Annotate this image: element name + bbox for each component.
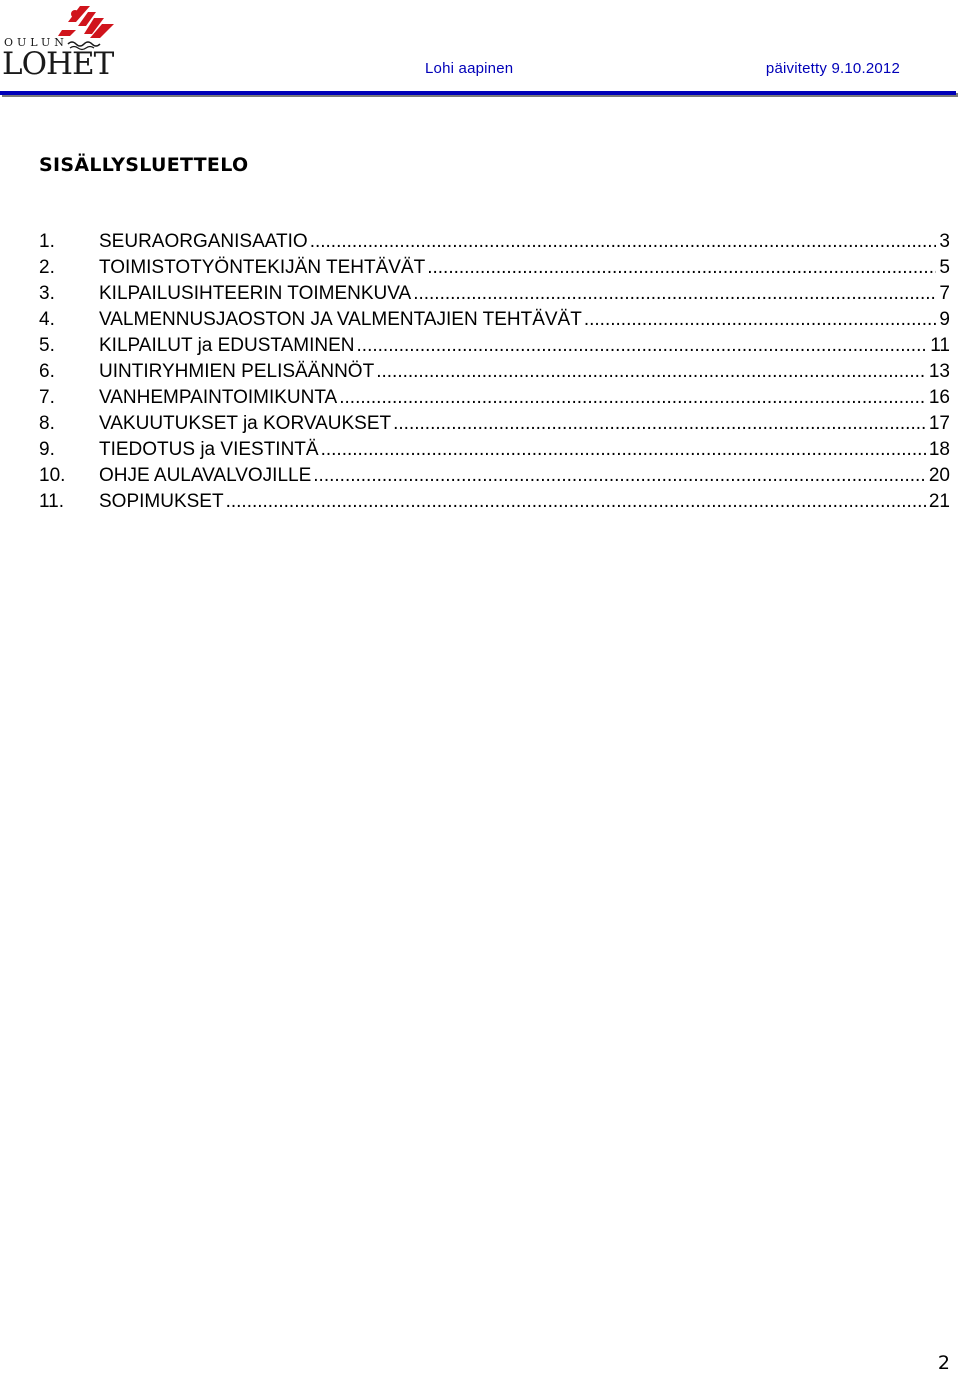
toc-entry[interactable] — [39, 307, 950, 333]
toc-leader-dots — [357, 333, 928, 359]
toc-entry-title: VANHEMPAINTOIMIKUNTA — [99, 387, 338, 408]
toc-entry-page: 9 — [939, 309, 950, 330]
toc-entry-number: 1. — [39, 231, 55, 252]
toc-entry-page: 18 — [928, 439, 950, 460]
toc-entry[interactable] — [39, 333, 950, 359]
toc-entry-page: 21 — [928, 491, 950, 512]
toc-leader-dots — [310, 229, 937, 255]
page-header — [0, 0, 960, 104]
toc-entry-page: 17 — [928, 413, 950, 434]
svg-text:LOHET: LOHET — [2, 46, 114, 78]
toc-entry-title: SEURAORGANISAATIO — [99, 231, 308, 252]
toc-entry-title: UINTIRYHMIEN PELISÄÄNNÖT — [99, 361, 375, 382]
toc-entry-number: 6. — [39, 361, 55, 382]
toc-title: SISÄLLYSLUETTELO — [39, 154, 249, 176]
toc-leader-dots — [413, 281, 936, 307]
toc-entry[interactable] — [39, 489, 950, 515]
toc-entry-number: 7. — [39, 387, 55, 408]
toc-entry-title: KILPAILUT ja EDUSTAMINEN — [99, 335, 355, 356]
toc-leader-dots — [393, 411, 926, 437]
toc-entry[interactable] — [39, 229, 950, 255]
svg-text:OULUN: OULUN — [4, 36, 68, 49]
toc-entry-title: OHJE AULAVALVOJILLE — [99, 465, 312, 486]
toc-entry-page: 11 — [930, 335, 950, 356]
table-of-contents — [39, 229, 950, 515]
toc-entry-number: 8. — [39, 413, 55, 434]
toc-entry[interactable] — [39, 437, 950, 463]
toc-leader-dots — [427, 255, 936, 281]
toc-entry-page: 7 — [939, 283, 950, 304]
toc-entry-page: 20 — [928, 465, 950, 486]
toc-entry-title: VALMENNUSJAOSTON JA VALMENTAJIEN TEHTÄVÄT — [99, 309, 582, 330]
toc-entry-page: 13 — [928, 361, 950, 382]
toc-leader-dots — [313, 463, 926, 489]
toc-entry-number: 9. — [39, 439, 55, 460]
toc-entry-page: 5 — [939, 257, 950, 278]
toc-entry-number: 3. — [39, 283, 55, 304]
toc-entry-number: 4. — [39, 309, 55, 330]
document-name: Lohi aapinen — [425, 60, 514, 77]
oulun-lohet-logo — [2, 2, 120, 78]
toc-entry-title: TIEDOTUS ja VIESTINTÄ — [99, 439, 319, 460]
toc-entry[interactable] — [39, 385, 950, 411]
toc-entry-title: KILPAILUSIHTEERIN TOIMENKUVA — [99, 283, 412, 304]
toc-entry[interactable] — [39, 281, 950, 307]
page-number: 2 — [937, 1352, 950, 1374]
toc-leader-dots — [339, 385, 926, 411]
updated-date: päivitetty 9.10.2012 — [765, 60, 900, 77]
toc-entry-page: 16 — [928, 387, 950, 408]
toc-leader-dots — [226, 489, 926, 515]
toc-leader-dots — [376, 359, 926, 385]
toc-entry-page: 3 — [939, 231, 950, 252]
toc-leader-dots — [584, 307, 937, 333]
toc-leader-dots — [321, 437, 926, 463]
toc-entry-title: VAKUUTUKSET ja KORVAUKSET — [99, 413, 392, 434]
toc-entry-number: 10. — [39, 465, 66, 486]
toc-entry[interactable] — [39, 463, 950, 489]
toc-entry-title: SOPIMUKSET — [99, 491, 224, 512]
toc-entry[interactable] — [39, 359, 950, 385]
header-rule — [0, 91, 956, 95]
toc-entry-number: 5. — [39, 335, 55, 356]
toc-entry[interactable] — [39, 255, 950, 281]
toc-entry[interactable] — [39, 411, 950, 437]
toc-entry-number: 2. — [39, 257, 55, 278]
toc-entry-title: TOIMISTOTYÖNTEKIJÄN TEHTÄVÄT — [99, 257, 426, 278]
toc-entry-number: 11. — [39, 491, 65, 512]
